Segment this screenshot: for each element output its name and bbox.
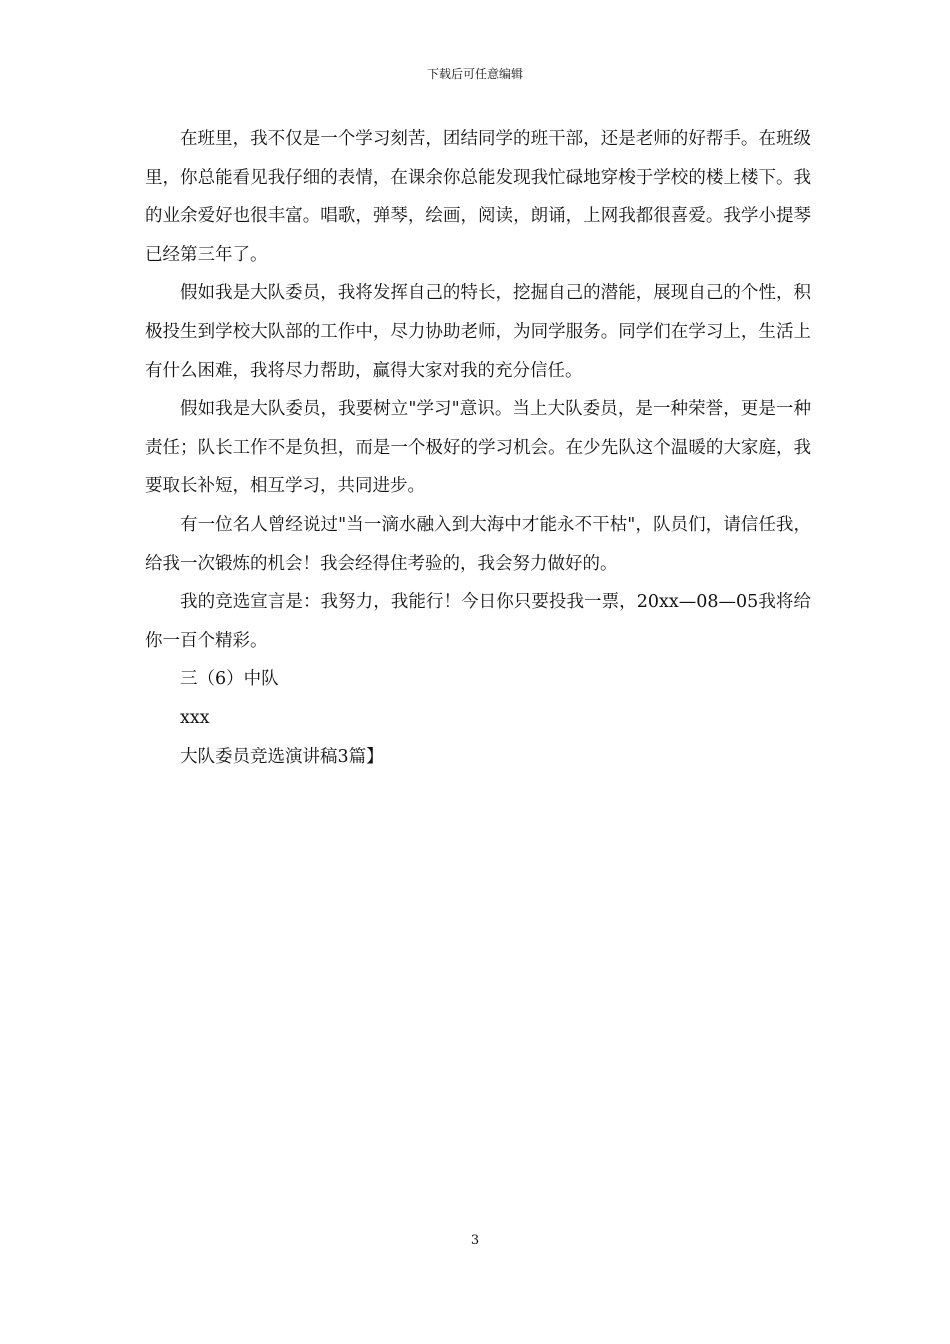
paragraph-if-elected-learning: 假如我是大队委员，我要树立"学习"意识。当上大队委员，是一种荣誉，更是一种责任；队长工作不是负担，而是一个极好的学习机会。在少先队这个温暖的大家庭，我要取长补短，相互学习，共同进步。 [145, 399, 811, 497]
signature-squadron: 三（6）中队 [180, 669, 279, 690]
page-header: 下载后可任意编辑 [426, 67, 523, 81]
page-number: 3 [470, 1233, 480, 1248]
document-body [145, 120, 811, 776]
paragraph-campaign-slogan: 我的竞选宣言是：我努力，我能行！今日你只要投我一票，20xx—08—05我将给你一百个精彩。 [145, 592, 811, 651]
paragraph-famous-quote: 有一位名人曾经说过"当一滴水融入到大海中才能永不干枯"，队员们，请信任我，给我一次锻炼的机会！我会经得住考验的，我会努力做好的。 [145, 514, 811, 574]
section-title: 大队委员竞选演讲稿3篇】 [180, 746, 384, 767]
paragraph-class-helper: 在班里，我不仅是一个学习刻苦，团结同学的班干部，还是老师的好帮手。在班级里，你总能看见我仔细的表情，在课余你总能发现我忙碌地穿梭于学校的楼上楼下。我的业余爱好也很丰富。唱歌，弹琴，绘画，阅读，朗诵，上网我都很喜爱。我学小提琴已经第三年了。 [145, 129, 811, 265]
signature-name: xxx [180, 707, 210, 728]
paragraph-if-elected-talents: 假如我是大队委员，我将发挥自己的特长，挖掘自己的潜能，展现自己的个性，积极投生到学校大队部的工作中，尽力协助老师，为同学服务。同学们在学习上，生活上有什么困难，我将尽力帮助，赢得大家对我的充分信任。 [145, 283, 811, 381]
